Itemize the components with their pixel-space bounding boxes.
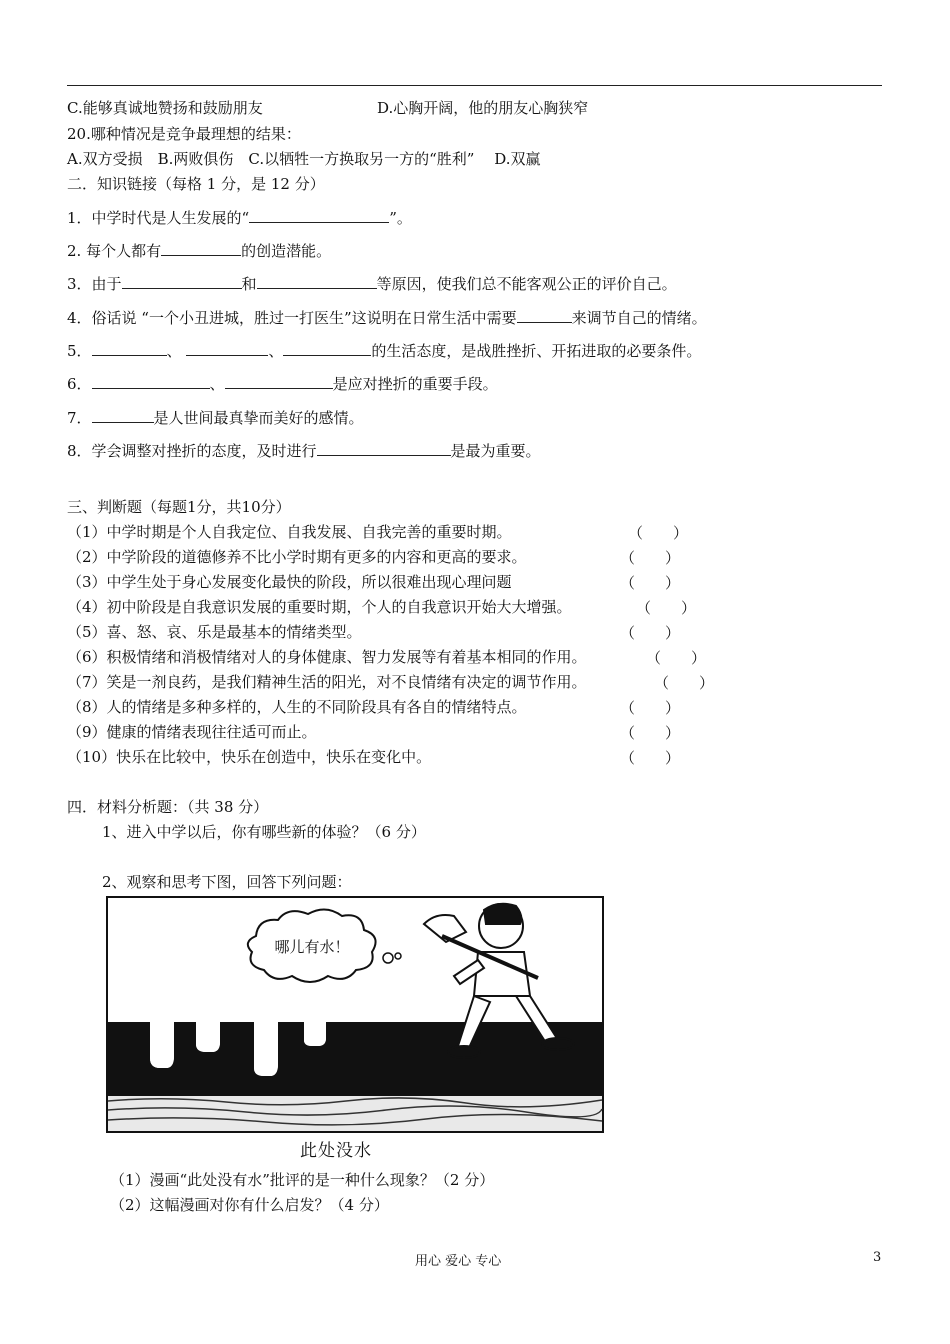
tf-item: （4）初中阶段是自我意识发展的重要时期，个人的自我意识开始大大增强。 — [67, 598, 572, 616]
tf-item: （6）积极情绪和消极情绪对人的身体健康、智力发展等有着基本相同的作用。 — [67, 648, 587, 666]
section2-title: 二．知识链接（每格 1 分，是 12 分） — [67, 175, 325, 193]
tf-item: （9）健康的情绪表现往往适可而止。 — [67, 723, 317, 741]
bubble-text: 哪儿有水！ — [274, 938, 350, 956]
answer-paren[interactable]: （ ） — [620, 749, 681, 767]
blank[interactable] — [517, 307, 572, 323]
option-c: C.能够真诚地赞扬和鼓励朋友 — [67, 99, 263, 117]
footer-text: 用心 爱心 专心 — [415, 1254, 502, 1269]
answer-paren[interactable]: （ ） — [620, 724, 681, 742]
tf-item: （2）中学阶段的道德修养不比小学时期有更多的内容和更高的要求。 — [67, 548, 527, 566]
analysis-sub1: （1）漫画“此处没有水”批评的是一种什么现象？（2 分） — [110, 1171, 495, 1189]
tf-item: （8）人的情绪是多种多样的，人生的不同阶段具有各自的情绪特点。 — [67, 698, 527, 716]
section3-title: 三、判断题（每题1分，共10分） — [67, 498, 291, 516]
fill-q5: 5． 、 、 的生活态度，是战胜挫折、开拓进取的必要条件。 — [67, 342, 702, 360]
fill-q1: 1．中学时代是人生发展的“ ”。 — [67, 209, 412, 227]
blank[interactable] — [257, 273, 377, 289]
blank[interactable] — [249, 207, 389, 223]
section4-title: 四．材料分析题：（共 38 分） — [67, 798, 269, 816]
blank[interactable] — [283, 340, 371, 356]
blank[interactable] — [317, 440, 451, 456]
answer-paren[interactable]: （ ） — [654, 674, 715, 692]
answer-paren[interactable]: （ ） — [620, 549, 681, 567]
analysis-q1: 1、进入中学以后，你有哪些新的体验？（6 分） — [102, 823, 426, 841]
blank[interactable] — [92, 373, 210, 389]
page-number: 3 — [873, 1250, 882, 1265]
cartoon-image — [106, 896, 604, 1133]
tf-item: （5）喜、怒、哀、乐是最基本的情绪类型。 — [67, 623, 362, 641]
fill-q4: 4．俗话说 “一个小丑进城，胜过一打医生”这说明在日常生活中需要 来调节自己的情绪。 — [67, 309, 707, 327]
blank[interactable] — [92, 407, 154, 423]
answer-paren[interactable]: （ ） — [636, 599, 697, 617]
answer-paren[interactable]: （ ） — [620, 574, 681, 592]
fill-q6: 6． 、 是应对挫折的重要手段。 — [67, 375, 498, 393]
q20-options: A.双方受损 B.两败俱伤 C.以牺牲一方换取另一方的“胜利” D.双赢 — [67, 150, 541, 168]
tf-item: （1）中学时期是个人自我定位、自我发展、自我完善的重要时期。 — [67, 523, 512, 541]
tf-item: （3）中学生处于身心发展变化最快的阶段，所以很难出现心理问题 — [67, 573, 512, 591]
blank[interactable] — [225, 373, 333, 389]
fill-q2: 2. 每个人都有 的创造潜能。 — [67, 242, 332, 260]
analysis-q2: 2、观察和思考下图，回答下列问题： — [102, 873, 352, 891]
blank[interactable] — [122, 273, 242, 289]
cartoon-caption: 此处没水 — [300, 1141, 372, 1161]
answer-paren[interactable]: （ ） — [628, 524, 689, 542]
answer-paren[interactable]: （ ） — [646, 649, 707, 667]
q20-stem: 20.哪种情况是竞争最理想的结果： — [67, 125, 301, 143]
analysis-sub2: （2）这幅漫画对你有什么启发？（4 分） — [110, 1196, 389, 1214]
blank[interactable] — [186, 340, 268, 356]
tf-item: （7）笑是一剂良药，是我们精神生活的阳光，对不良情绪有决定的调节作用。 — [67, 673, 587, 691]
answer-paren[interactable]: （ ） — [620, 624, 681, 642]
blank[interactable] — [92, 340, 167, 356]
fill-q8: 8．学会调整对挫折的态度，及时进行 是最为重要。 — [67, 442, 541, 460]
header-rule — [67, 85, 882, 86]
option-d: D.心胸开阔，他的朋友心胸狭窄 — [377, 99, 589, 117]
fill-q3: 3．由于 和 等原因，使我们总不能客观公正的评价自己。 — [67, 275, 677, 293]
fill-q7: 7． 是人世间最真挚而美好的感情。 — [67, 409, 364, 427]
answer-paren[interactable]: （ ） — [620, 699, 681, 717]
tf-item: （10）快乐在比较中，快乐在创造中，快乐在变化中。 — [67, 748, 432, 766]
blank[interactable] — [161, 240, 241, 256]
